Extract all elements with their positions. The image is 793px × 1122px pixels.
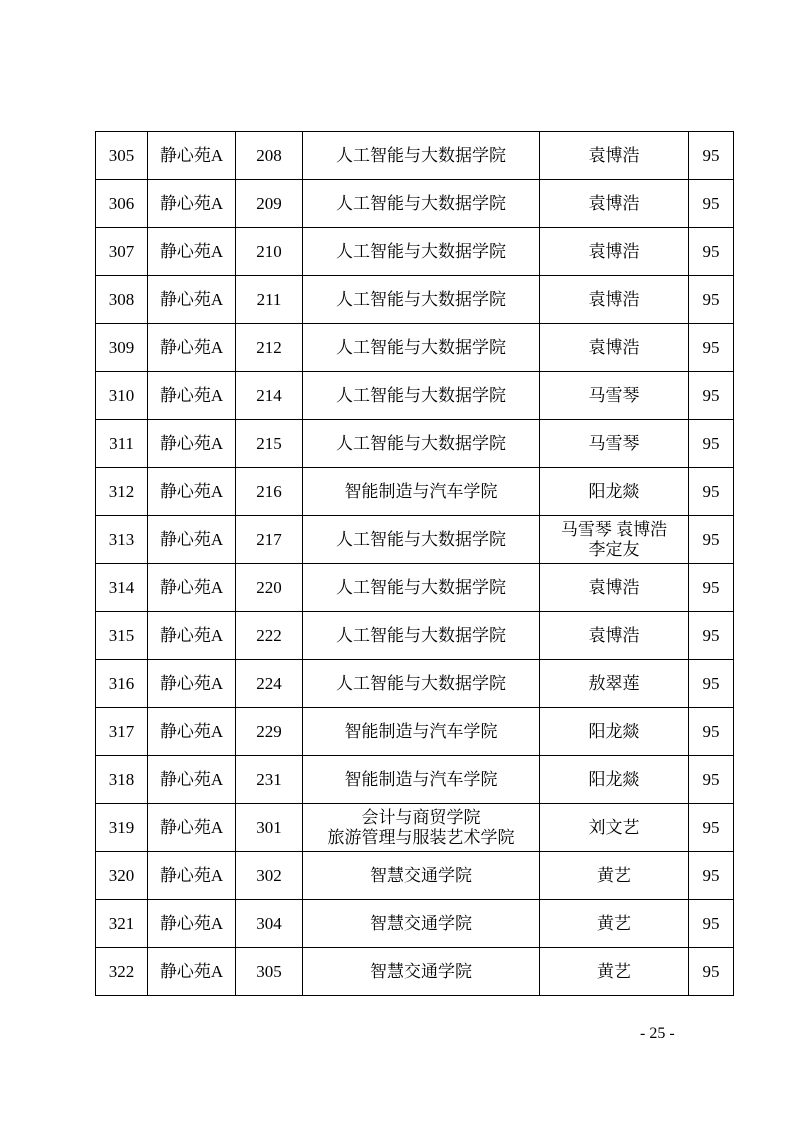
score-cell: 95: [689, 468, 734, 516]
score-cell: 95: [689, 372, 734, 420]
serial-number-cell: 319: [96, 804, 148, 852]
score-cell: 95: [689, 564, 734, 612]
college-line: 人工智能与大数据学院: [336, 145, 506, 165]
table-row: [96, 420, 734, 468]
table-row: [96, 132, 734, 180]
room-number-cell: 217: [236, 516, 303, 564]
building-cell: 静心苑A: [148, 228, 236, 276]
counselor-cell: [540, 804, 689, 852]
room-number-cell: 214: [236, 372, 303, 420]
college-line: 人工智能与大数据学院: [336, 241, 506, 261]
score-cell: 95: [689, 756, 734, 804]
counselor-cell: [540, 612, 689, 660]
serial-number-cell: 308: [96, 276, 148, 324]
building-cell: 静心苑A: [148, 372, 236, 420]
serial-number-cell: 311: [96, 420, 148, 468]
college-line: 人工智能与大数据学院: [336, 577, 506, 597]
score-cell: 95: [689, 804, 734, 852]
college-cell: [303, 468, 540, 516]
counselor-cell: [540, 852, 689, 900]
college-cell: [303, 276, 540, 324]
room-number-cell: 209: [236, 180, 303, 228]
counselor-cell: [540, 708, 689, 756]
score-cell: 95: [689, 132, 734, 180]
counselor-cell: [540, 276, 689, 324]
score-cell: 95: [689, 516, 734, 564]
table-row: [96, 756, 734, 804]
college-line: 智慧交通学院: [370, 961, 472, 981]
college-line: 会计与商贸学院: [361, 807, 481, 827]
counselor-line: 马雪琴: [588, 385, 640, 405]
college-cell: [303, 564, 540, 612]
score-cell: 95: [689, 420, 734, 468]
building-cell: 静心苑A: [148, 324, 236, 372]
building-cell: 静心苑A: [148, 900, 236, 948]
table-row: [96, 324, 734, 372]
college-line: 智能制造与汽车学院: [344, 481, 498, 501]
room-number-cell: 224: [236, 660, 303, 708]
counselor-line: 袁博浩: [588, 577, 640, 597]
college-cell: [303, 372, 540, 420]
counselor-cell: [540, 468, 689, 516]
serial-number-cell: 318: [96, 756, 148, 804]
counselor-cell: [540, 228, 689, 276]
building-cell: 静心苑A: [148, 468, 236, 516]
serial-number-cell: 321: [96, 900, 148, 948]
serial-number-cell: 312: [96, 468, 148, 516]
score-cell: 95: [689, 708, 734, 756]
college-cell: [303, 180, 540, 228]
college-cell: [303, 132, 540, 180]
serial-number-cell: 314: [96, 564, 148, 612]
room-number-cell: 304: [236, 900, 303, 948]
counselor-line: 敖翠莲: [588, 673, 640, 693]
score-cell: 95: [689, 852, 734, 900]
building-cell: 静心苑A: [148, 708, 236, 756]
room-number-cell: 231: [236, 756, 303, 804]
counselor-cell: [540, 372, 689, 420]
building-cell: 静心苑A: [148, 804, 236, 852]
building-cell: 静心苑A: [148, 948, 236, 996]
table-row: [96, 180, 734, 228]
counselor-cell: [540, 756, 689, 804]
table-row: [96, 372, 734, 420]
counselor-line: 黄艺: [597, 961, 631, 981]
score-cell: 95: [689, 276, 734, 324]
college-cell: [303, 900, 540, 948]
college-line: 人工智能与大数据学院: [336, 529, 506, 549]
serial-number-cell: 309: [96, 324, 148, 372]
table-body: [96, 132, 734, 996]
college-cell: [303, 948, 540, 996]
counselor-cell: [540, 516, 689, 564]
counselor-line: 袁博浩: [588, 241, 640, 261]
counselor-cell: [540, 420, 689, 468]
room-number-cell: 305: [236, 948, 303, 996]
college-cell: [303, 804, 540, 852]
table-row: [96, 516, 734, 564]
room-number-cell: 220: [236, 564, 303, 612]
table-row: [96, 228, 734, 276]
table-row: [96, 660, 734, 708]
room-number-cell: 215: [236, 420, 303, 468]
serial-number-cell: 305: [96, 132, 148, 180]
counselor-line: 阳龙燚: [588, 769, 640, 789]
room-number-cell: 302: [236, 852, 303, 900]
college-cell: [303, 228, 540, 276]
counselor-line: 袁博浩: [588, 289, 640, 309]
college-line: 人工智能与大数据学院: [336, 337, 506, 357]
serial-number-cell: 320: [96, 852, 148, 900]
room-number-cell: 210: [236, 228, 303, 276]
score-cell: 95: [689, 948, 734, 996]
counselor-cell: [540, 180, 689, 228]
building-cell: 静心苑A: [148, 180, 236, 228]
room-number-cell: 216: [236, 468, 303, 516]
counselor-line: 刘文艺: [588, 817, 640, 837]
serial-number-cell: 316: [96, 660, 148, 708]
college-line: 智能制造与汽车学院: [344, 769, 498, 789]
counselor-line: 黄艺: [597, 865, 631, 885]
counselor-line: 黄艺: [597, 913, 631, 933]
room-number-cell: 222: [236, 612, 303, 660]
counselor-line: 袁博浩: [588, 193, 640, 213]
serial-number-cell: 317: [96, 708, 148, 756]
counselor-line: 袁博浩: [588, 145, 640, 165]
score-cell: 95: [689, 900, 734, 948]
college-cell: [303, 516, 540, 564]
serial-number-cell: 310: [96, 372, 148, 420]
counselor-cell: [540, 564, 689, 612]
counselor-line: 李定友: [588, 539, 640, 559]
serial-number-cell: 322: [96, 948, 148, 996]
score-cell: 95: [689, 612, 734, 660]
dormitory-score-table: [95, 131, 734, 996]
college-cell: [303, 324, 540, 372]
college-line: 人工智能与大数据学院: [336, 289, 506, 309]
college-cell: [303, 420, 540, 468]
counselor-line: 袁博浩: [588, 337, 640, 357]
college-line: 智慧交通学院: [370, 913, 472, 933]
score-cell: 95: [689, 324, 734, 372]
room-number-cell: 212: [236, 324, 303, 372]
room-number-cell: 301: [236, 804, 303, 852]
counselor-cell: [540, 324, 689, 372]
table-row: [96, 708, 734, 756]
serial-number-cell: 315: [96, 612, 148, 660]
college-cell: [303, 708, 540, 756]
serial-number-cell: 313: [96, 516, 148, 564]
counselor-line: 阳龙燚: [588, 721, 640, 741]
table-row: [96, 276, 734, 324]
building-cell: 静心苑A: [148, 564, 236, 612]
college-line: 人工智能与大数据学院: [336, 433, 506, 453]
college-line: 智能制造与汽车学院: [344, 721, 498, 741]
score-cell: 95: [689, 228, 734, 276]
college-line: 人工智能与大数据学院: [336, 625, 506, 645]
table-row: [96, 804, 734, 852]
room-number-cell: 208: [236, 132, 303, 180]
college-line: 旅游管理与服装艺术学院: [327, 827, 515, 847]
building-cell: 静心苑A: [148, 420, 236, 468]
counselor-line: 马雪琴 袁博浩: [560, 519, 668, 539]
table-row: [96, 564, 734, 612]
building-cell: 静心苑A: [148, 660, 236, 708]
table-row: [96, 852, 734, 900]
counselor-cell: [540, 660, 689, 708]
table-row: [96, 948, 734, 996]
counselor-line: 袁博浩: [588, 625, 640, 645]
college-cell: [303, 852, 540, 900]
building-cell: 静心苑A: [148, 132, 236, 180]
college-line: 智慧交通学院: [370, 865, 472, 885]
score-cell: 95: [689, 180, 734, 228]
college-cell: [303, 756, 540, 804]
counselor-cell: [540, 132, 689, 180]
table-row: [96, 468, 734, 516]
table-row: [96, 612, 734, 660]
score-cell: 95: [689, 660, 734, 708]
page-number: - 25 -: [640, 1025, 675, 1042]
room-number-cell: 211: [236, 276, 303, 324]
college-line: 人工智能与大数据学院: [336, 193, 506, 213]
serial-number-cell: 307: [96, 228, 148, 276]
building-cell: 静心苑A: [148, 612, 236, 660]
counselor-line: 马雪琴: [588, 433, 640, 453]
building-cell: 静心苑A: [148, 756, 236, 804]
table-row: [96, 900, 734, 948]
counselor-line: 阳龙燚: [588, 481, 640, 501]
college-line: 人工智能与大数据学院: [336, 673, 506, 693]
building-cell: 静心苑A: [148, 852, 236, 900]
college-line: 人工智能与大数据学院: [336, 385, 506, 405]
building-cell: 静心苑A: [148, 276, 236, 324]
serial-number-cell: 306: [96, 180, 148, 228]
room-number-cell: 229: [236, 708, 303, 756]
building-cell: 静心苑A: [148, 516, 236, 564]
counselor-cell: [540, 948, 689, 996]
counselor-cell: [540, 900, 689, 948]
college-cell: [303, 612, 540, 660]
college-cell: [303, 660, 540, 708]
